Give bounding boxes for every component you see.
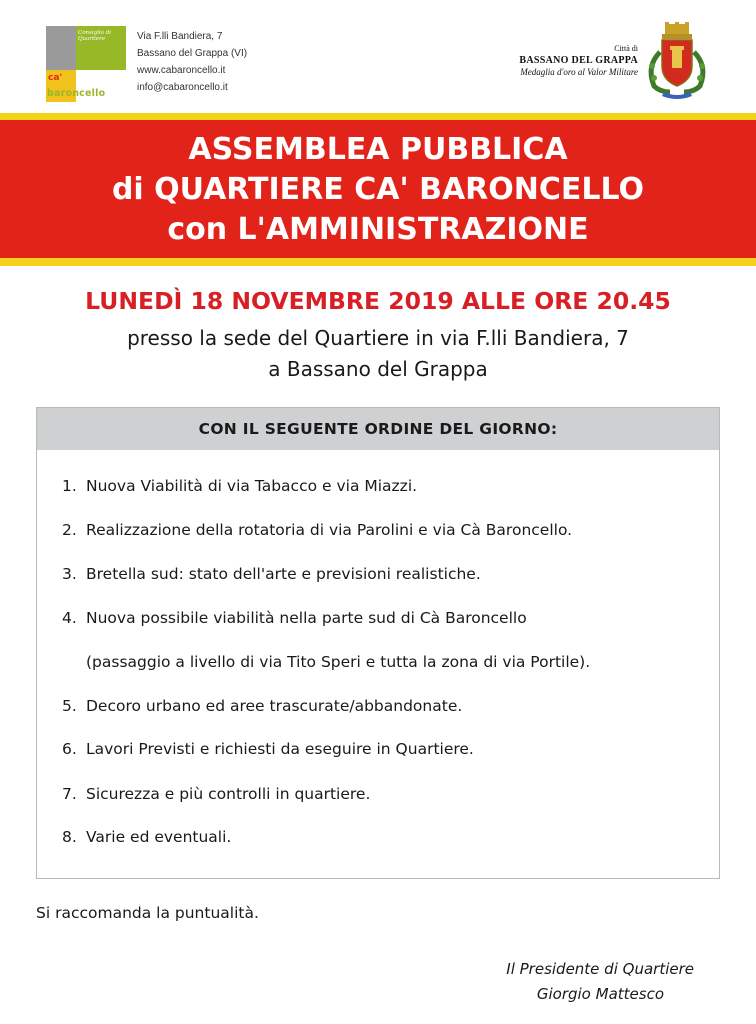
agenda-item-continuation: (passaggio a livello di via Tito Speri e tutta la zona di via Portile). bbox=[86, 653, 591, 671]
signature-name: Giorgio Mattesco bbox=[536, 985, 664, 1003]
agenda-item: 4. Nuova possibile viabilità nella parte sud di Cà Baroncello bbox=[62, 609, 527, 627]
agenda-box bbox=[36, 407, 720, 879]
address-city: Bassano del Grappa (VI) bbox=[137, 48, 248, 59]
agenda-title: CON IL SEGUENTE ORDINE DEL GIORNO: bbox=[198, 420, 558, 438]
agenda-item: 5. Decoro urbano ed aree trascurate/abbandonate. bbox=[62, 697, 463, 715]
event-venue-line-2: a Bassano del Grappa bbox=[268, 357, 488, 381]
signature-role: Il Presidente di Quartiere bbox=[506, 960, 694, 978]
website-link[interactable]: www.cabaroncello.it bbox=[137, 65, 226, 76]
banner-title-line-1: ASSEMBLEA PUBBLICA bbox=[188, 132, 568, 167]
address-street: Via F.lli Bandiera, 7 bbox=[137, 31, 223, 42]
banner-title-line-3: con L'AMMINISTRAZIONE bbox=[167, 212, 589, 247]
agenda-item: 3. Bretella sud: stato dell'arte e previsioni realistiche. bbox=[62, 565, 481, 583]
agenda-item: 2. Realizzazione della rotatoria di via Parolini e via Cà Baroncello. bbox=[62, 521, 573, 539]
banner-stripe-bottom bbox=[0, 258, 756, 266]
city-prefix: Città di bbox=[614, 44, 638, 53]
banner-stripe-top bbox=[0, 113, 756, 120]
address-block bbox=[137, 28, 247, 96]
quartiere-logo bbox=[46, 26, 126, 102]
logo-ca-text: ca' bbox=[48, 73, 63, 83]
logo-name-text: baroncello bbox=[47, 88, 106, 99]
city-block bbox=[519, 44, 638, 78]
email-link[interactable]: info@cabaroncello.it bbox=[137, 82, 228, 93]
agenda-item: 7. Sicurezza e più controlli in quartiere. bbox=[62, 785, 371, 803]
agenda-item: 8. Varie ed eventuali. bbox=[62, 828, 232, 846]
agenda-item: 6. Lavori Previsti e richiesti da eseguire in Quartiere. bbox=[62, 740, 474, 758]
city-crest-icon bbox=[640, 22, 714, 100]
punctuality-note: Si raccomanda la puntualità. bbox=[36, 904, 259, 922]
event-date: LUNEDÌ 18 NOVEMBRE 2019 ALLE ORE 20.45 bbox=[85, 287, 671, 315]
city-medal: Medaglia d'oro al Valor Militare bbox=[520, 67, 638, 77]
logo-brand-small: Consiglio di Quartiere bbox=[78, 30, 112, 42]
city-name: BASSANO DEL GRAPPA bbox=[519, 55, 638, 66]
event-venue-line-1: presso la sede del Quartiere in via F.lli Bandiera, 7 bbox=[127, 326, 629, 350]
banner-title-line-2: di QUARTIERE CA' BARONCELLO bbox=[111, 172, 645, 207]
agenda-item: 1. Nuova Viabilità di via Tabacco e via Miazzi. bbox=[62, 477, 418, 495]
